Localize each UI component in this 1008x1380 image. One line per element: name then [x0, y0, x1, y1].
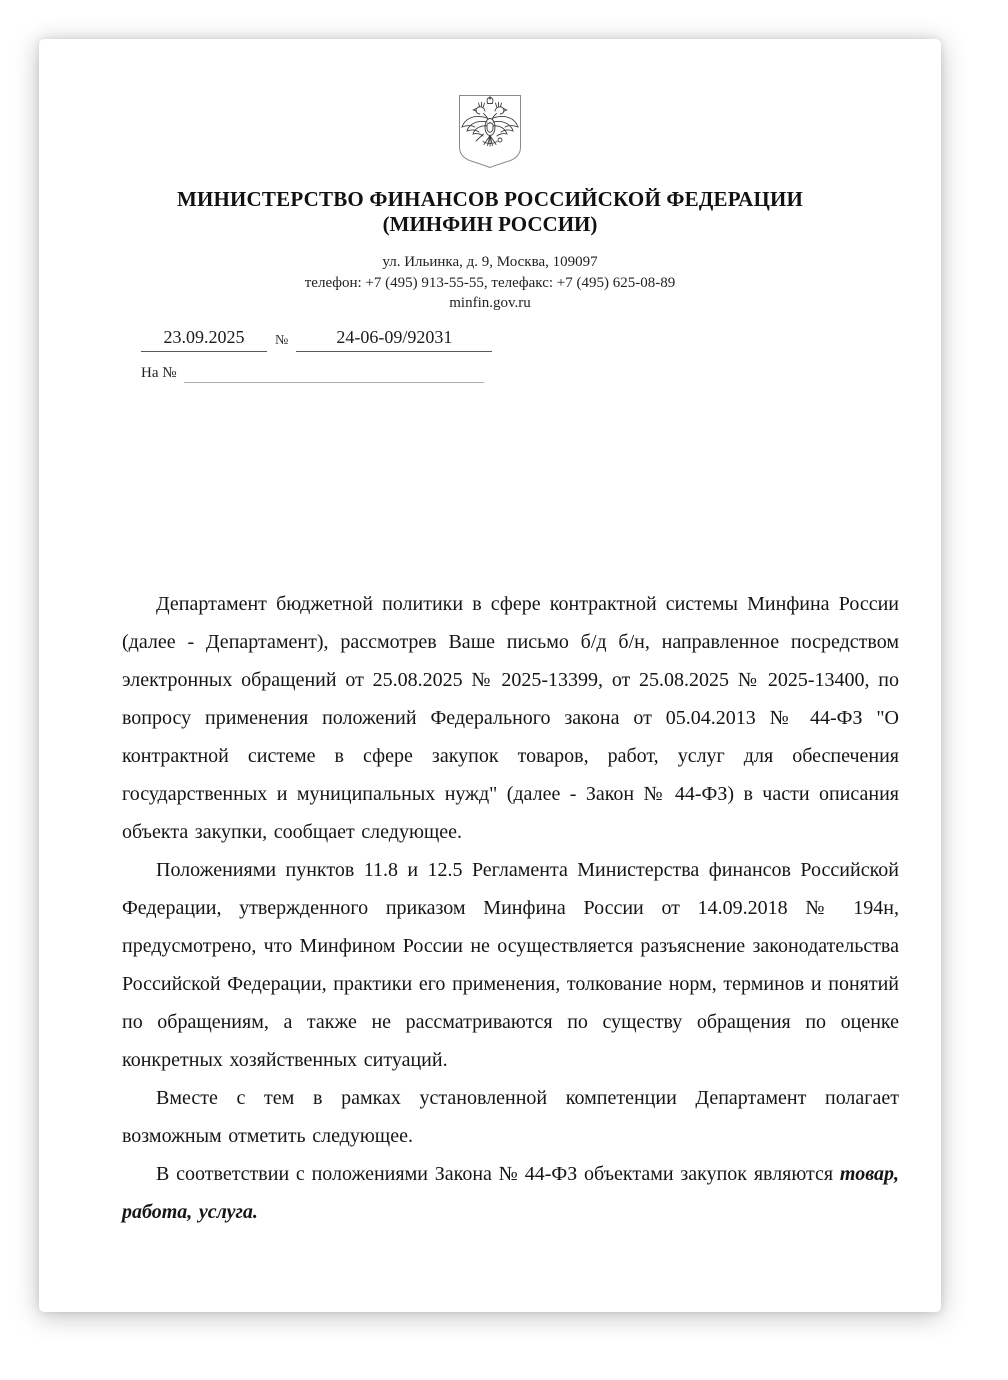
- letterhead: [39, 39, 941, 314]
- number-sign: №: [275, 332, 289, 348]
- reply-to-blank-line: [184, 366, 484, 383]
- paragraph-3-text: Вместе с тем в рамках установленной компетенции Департамент полагает возможным отметить следующее.: [122, 1086, 899, 1147]
- paragraph-4-text: В соответствии с положениями Закона № 44-ФЗ объектами закупок являются: [156, 1162, 840, 1185]
- reply-to-label: На №: [141, 364, 177, 381]
- address-phones: телефон: +7 (495) 913-55-55, телефакс: +7 (495) 625-08-89: [304, 274, 676, 291]
- reference-block: [141, 327, 941, 383]
- paragraph-1-text: Департамент бюджетной политики в сфере контрактной системы Минфина России (далее - Департамент), рассмотрев Ваше письмо б/д б/н, направленное посредством электронных обращений от 25.08.2025 № 2025-13399, от 25.08.2025 № 2025-13400, по вопросу применения положений Федерального закона от 05.04.2013 № 44-ФЗ "О контрактной системе в сфере закупок товаров, работ, услуг для обеспечения государственных и муниципальных нужд" (далее - Закон № 44-ФЗ) в части описания объекта закупки, сообщает следующее.: [122, 592, 899, 843]
- coat-of-arms-icon: [457, 94, 523, 169]
- letter-date: 23.09.2025: [141, 327, 267, 352]
- ministry-short-name: (МИНФИН РОССИИ): [382, 212, 598, 236]
- paragraph-4: [122, 1155, 899, 1231]
- paragraph-2: [122, 851, 899, 1079]
- paragraph-1: [122, 585, 899, 851]
- address-street: ул. Ильинка, д. 9, Москва, 109097: [382, 254, 598, 270]
- double-headed-eagle-icon: [457, 94, 523, 169]
- paragraph-3: [122, 1079, 899, 1155]
- ministry-name: МИНИСТЕРСТВО ФИНАНСОВ РОССИЙСКОЙ ФЕДЕРАЦИИ: [176, 187, 804, 211]
- address-block: [39, 252, 941, 314]
- date-number-row: [141, 327, 941, 352]
- letter-body: [122, 585, 899, 1231]
- document-page: [39, 39, 941, 1312]
- letter-number: 24-06-09/92031: [296, 327, 492, 352]
- address-website: minfin.gov.ru: [449, 295, 531, 311]
- reply-to-row: [141, 365, 941, 383]
- paragraph-4-emphasis: товар, работа, услуга.: [122, 1162, 899, 1223]
- paragraph-2-text: Положениями пунктов 11.8 и 12.5 Регламента Министерства финансов Российской Федерации, утвержденного приказом Минфина России от 14.09.2018 № 194н, предусмотрено, что Минфином России не осуществляется разъяснение законодательства Российской Федерации, практики его применения, толкование норм, терминов и понятий по обращениям, а также не рассматриваются по существу обращения по оценке конкретных хозяйственных ситуаций.: [122, 858, 899, 1071]
